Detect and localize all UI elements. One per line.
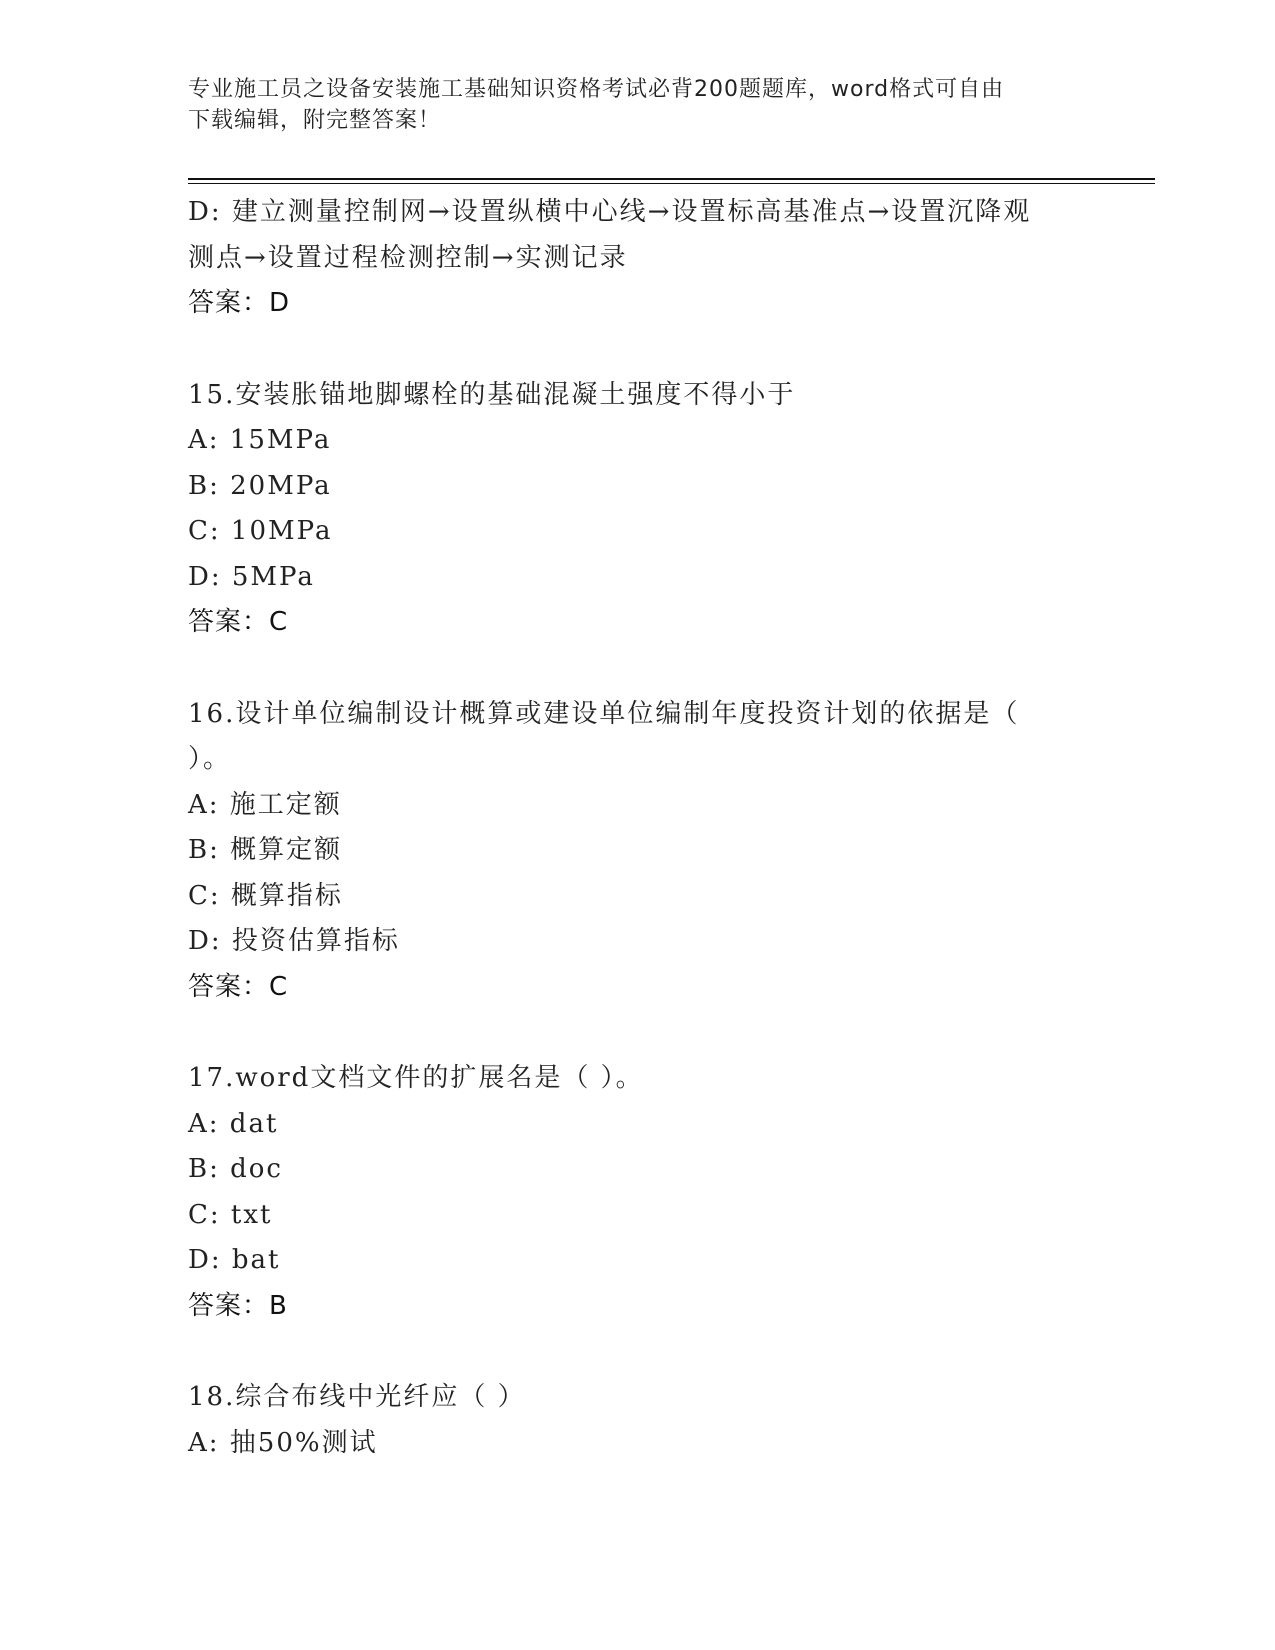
question-stem: 17.word文档文件的扩展名是（ ）。: [188, 1063, 644, 1093]
answer-line: 答案：D: [188, 288, 291, 318]
option-d-line-2: 测点→设置过程检测控制→实测记录: [188, 242, 628, 273]
previous-question-tail: [188, 190, 1088, 327]
question-17: [188, 1056, 1088, 1329]
option-a: A: 抽50%测试: [188, 1427, 378, 1458]
header-title-line-1: 专业施工员之设备安装施工基础知识资格考试必背200题题库，word格式可自由: [188, 77, 1005, 102]
question-16: [188, 692, 1088, 1011]
option-c: C: txt: [188, 1199, 273, 1230]
option-b: B: 20MPa: [188, 470, 332, 501]
option-a: A: 施工定额: [188, 789, 342, 820]
question-18: [188, 1375, 1088, 1466]
option-d: D: 投资估算指标: [188, 926, 400, 956]
spacer: [188, 1329, 1088, 1375]
question-stem-continued: ）。: [188, 744, 232, 774]
question-15: [188, 373, 1088, 646]
spacer: [188, 327, 1088, 373]
question-stem: 18.综合布线中光纤应（ ）: [188, 1382, 526, 1412]
document-body: [188, 190, 1088, 1466]
answer-line: 答案：C: [188, 607, 289, 637]
header-divider-thick: [188, 178, 1155, 180]
spacer: [188, 646, 1088, 692]
option-c: C: 概算指标: [188, 880, 343, 911]
option-a: A: dat: [188, 1108, 279, 1139]
option-c: C: 10MPa: [188, 516, 333, 546]
spacer: [188, 1010, 1088, 1056]
question-stem: 16.设计单位编制设计概算或建设单位编制年度投资计划的依据是（: [188, 698, 1020, 729]
option-b: B: 概算定额: [188, 835, 343, 865]
option-d: D: bat: [188, 1245, 281, 1275]
header-divider-thin: [188, 183, 1155, 184]
option-a: A: 15MPa: [188, 425, 332, 455]
question-stem: 15.安装胀锚地脚螺栓的基础混凝土强度不得小于: [188, 379, 796, 410]
answer-line: 答案：B: [188, 1290, 288, 1321]
option-d-line-1: D: 建立测量控制网→设置纵横中心线→设置标高基准点→设置沉降观: [188, 197, 1032, 227]
document-header: [188, 74, 1088, 136]
header-title-line-2: 下载编辑，附完整答案！: [188, 108, 442, 133]
option-b: B: doc: [188, 1154, 283, 1184]
answer-line: 答案：C: [188, 971, 289, 1002]
option-d: D: 5MPa: [188, 561, 315, 592]
